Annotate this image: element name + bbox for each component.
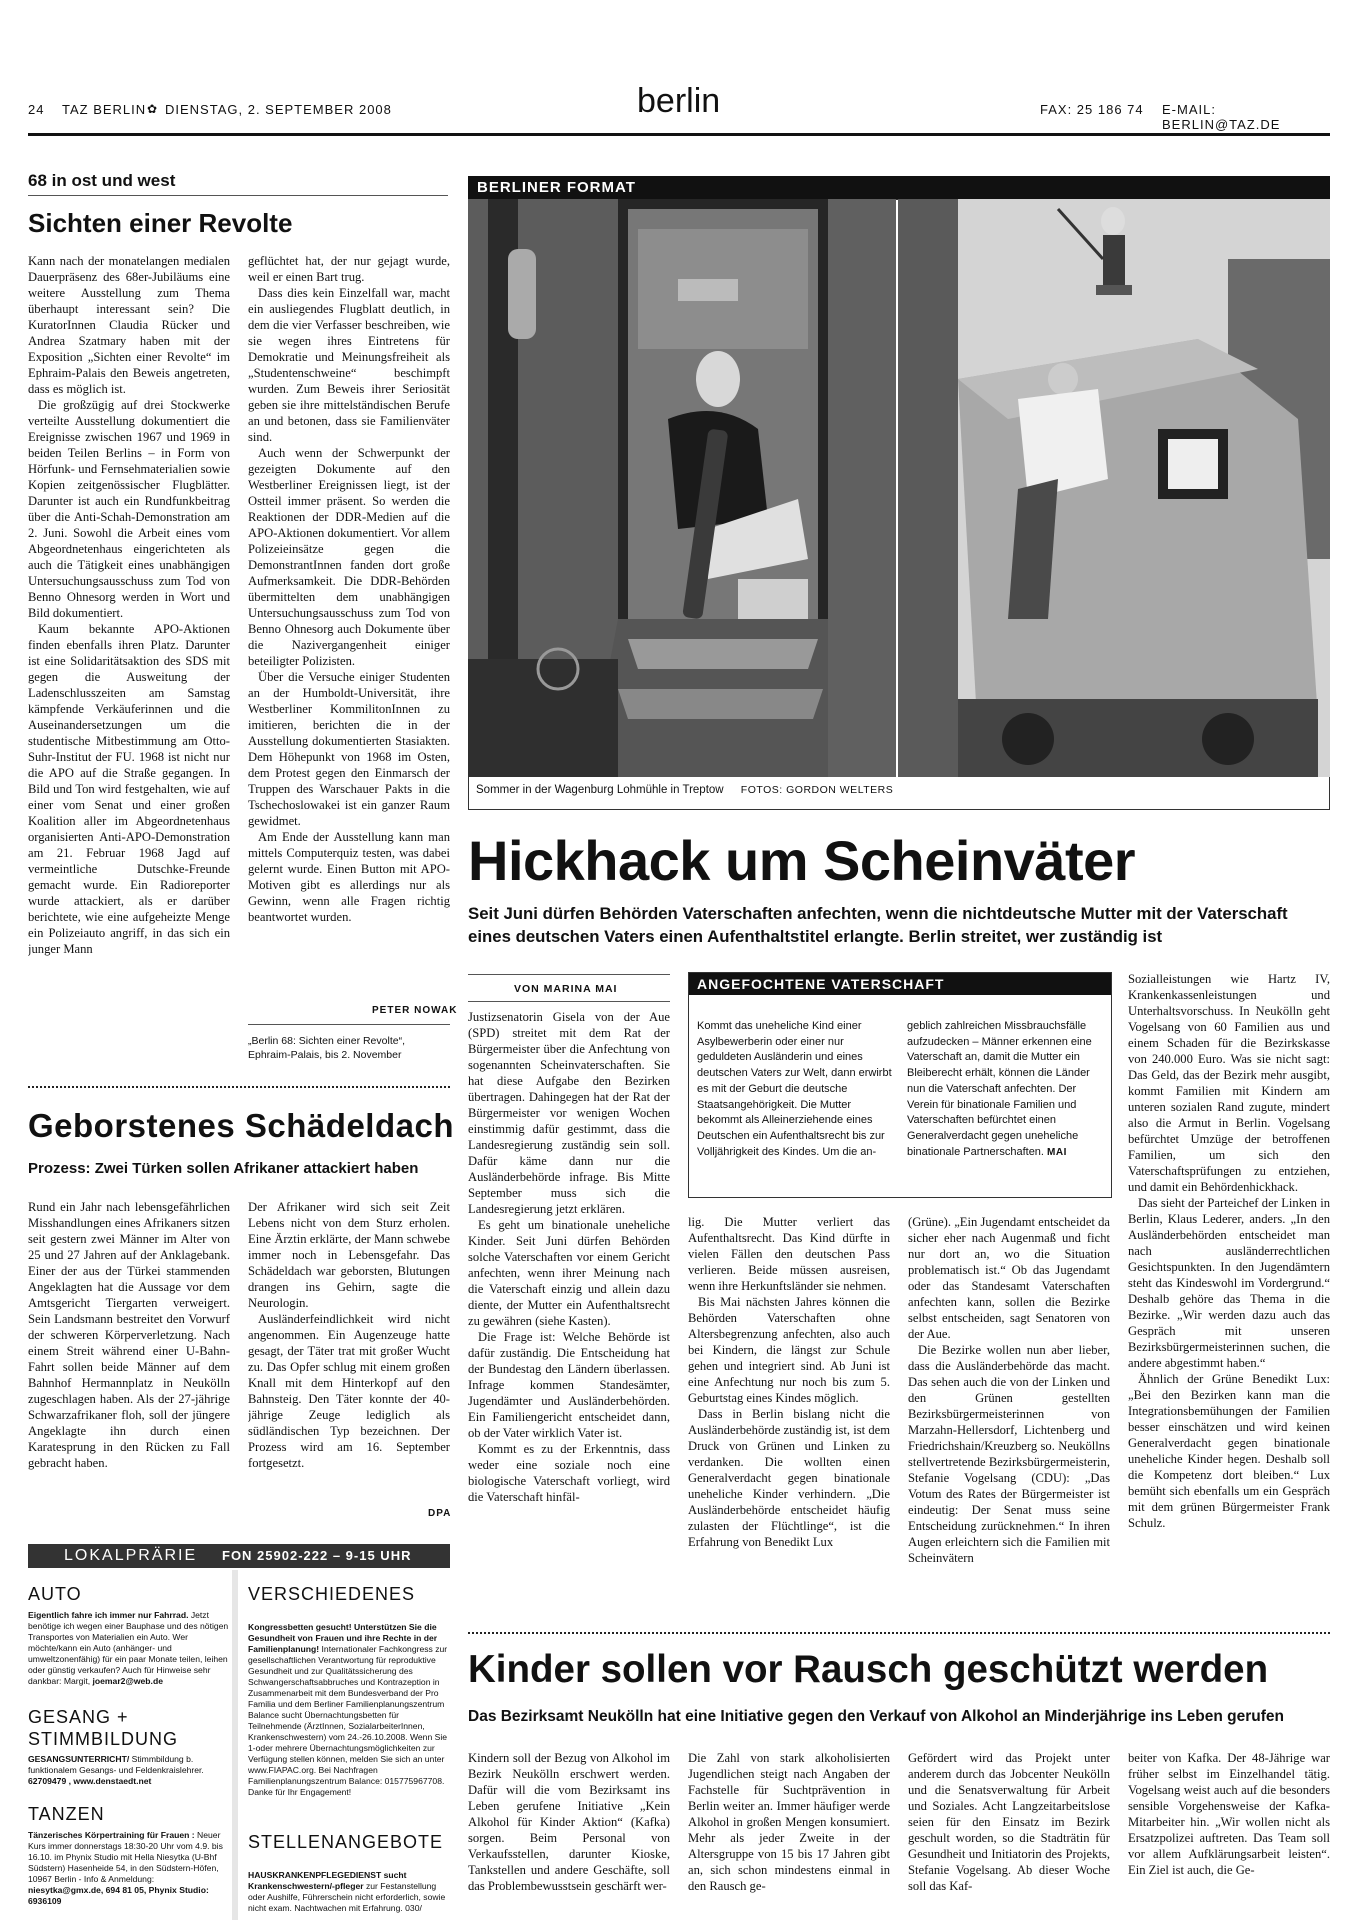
ad-contact: niesytka@gmx.de, 694 81 05, Phynix Studio: 6936109 (28, 1885, 209, 1906)
issue-date: DIENSTAG, 2. SEPTEMBER 2008 (165, 102, 392, 117)
classified-ad (28, 1754, 230, 1788)
paragraph: Die Bezirke wollen nun aber lieber, dass die Ausländerbehörde das macht. Das sehen auch die von der Linken und den Grünen gestellten Bezirksbürgermeisterinnen von Marzahn-Hellersdorf, Lichtenberg und Friedrichshain/Kreuzberg so. Neuköllns stellvertretende Bezirksbürgermeisterin, Stefanie Vogelsang (CDU): „Das Votum des Rates der Bürgermeister ist eindeutig: Der Senat muss seine Entscheidung zurücknehmen.“ In ihren Augen erleichtern sich die Familien mit Scheinvätern (908, 1343, 1110, 1565)
info-box-title: ANGEFOCHTENE VATERSCHAFT (697, 976, 945, 992)
classifieds-phone: FON 25902-222 – 9-15 UHR (222, 1548, 412, 1563)
category-auto: AUTO (28, 1584, 82, 1604)
photo-label: BERLINER FORMAT (477, 179, 636, 196)
info-box-header (689, 973, 1111, 995)
paragraph: Am Ende der Ausstellung kann man mittels Computerquiz testen, was dabei gelernt wurde. Einen Button mit APO-Motiven gibt es allerdings nur als Gewinn, wenn alle Fragen richtig beantwortet wurden. (248, 830, 450, 924)
classifieds-divider (232, 1570, 238, 1920)
author-name: DPA (428, 1508, 452, 1519)
masthead-rule (28, 133, 1330, 136)
info-box (688, 972, 1112, 1198)
kinder-column-2 (688, 1750, 890, 1914)
paragraph: Kindern soll der Bezug von Alkohol im Bezirk Neukölln erschwert werden. Dafür will die vom Bezirksamt ins Leben gerufene Initiative „Kein Alkohol für Kinder Aktion“ (Kafka) sorgen. Beim Personal von Verkaufsstellen, darunter Kioske, Tankstellen und andere Geschäfte, soll das Problembewusstsein geschärft wer- (468, 1751, 670, 1893)
paragraph: Es geht um binationale uneheliche Kinder. Seit Juni dürfen Behörden solche Vaterschaften vor einem Gericht anfechten, wenn ihrer Meinung nach die Vaterschaft einzig und allein dazu diente, der Mutter ein Aufenthaltsrecht zu gewähren (siehe Kasten). (468, 1218, 670, 1328)
masthead (28, 82, 1330, 136)
page-number: 24 (28, 102, 45, 117)
ad-body: Stimmbildung b. funktionalem Gesangs- und Feldenkraislehrer. (28, 1754, 204, 1775)
ad-text (28, 1610, 230, 1687)
paragraph: Auch wenn der Schwerpunkt der gezeigten Dokumente auf den Westberliner Ereignissen liegt, ist der Ostteil immer präsent. So werden die Reaktionen der DDR-Medien auf die APO-Aktionen dokumentiert. Vor allem Polizeieinsätze gegen die DemonstrantInnen fanden dort große Aufmerksamkeit. Die DDR-Behörden übermittelten dem unabhängigen Untersuchungsausschuss zum Tod von Benno Ohnesorg auch Dokumente über die Nazivergangenheit einiger beteiligter Polizisten. (248, 446, 450, 668)
photo-trailer-building (898, 199, 1330, 777)
byline-rule-bottom (468, 1001, 670, 1002)
classified-ad (28, 1830, 230, 1918)
paragraph: Die großzügig auf drei Stockwerke verteilte Ausstellung dokumentiert die Ereignisse zwischen 1967 und 1969 in beiden Teilen Berlins – in Form von Hörfunk- und Fernsehmaterialien sowie Kopien zeitgenössischer Flugblätter. Darunter ist auch ein Rundfunkbeitrag über die Anti-Schah-Demonstration am 2. Juni. Sowohl die Arbeit eines vom Abgeordnetenhaus eingerichteten als auch die Tätigkeit eines unabhängigen Untersuchungsausschuss zum Tod von Benno Ohnesorg werden in Wort und Bild dokumentiert. (28, 398, 230, 620)
paragraph: Über die Versuche einiger Studenten an der Humboldt-Universität, ihre Westberliner KommilitonInnen zu imitieren, berichten die in der Ausstellung dokumentierten Stasiakten. Dem Höhepunkt von 1968 im Osten, dem Protest gegen den Einmarsch der Truppen des Warschauer Pakts in die Tschechoslowakei ist ein ganzer Raum gewidmet. (248, 670, 450, 828)
photo-woman-illustration (468, 199, 896, 777)
category-verschiedenes: VERSCHIEDENES (248, 1584, 416, 1604)
category-stellen: STELLENANGEBOTE (248, 1832, 444, 1852)
kinder-column-1 (468, 1750, 670, 1914)
paragraph: Justizsenatorin Gisela von der Aue (SPD) streitet mit dem Rat der Bürgermeister über die Anfechtung von sogenannten Scheinvaterschaften. Sie hat diese Aufgabe den Bezirken übertragen. Dahingegen hat der Rat der Bürgermeister vor wenigen Wochen einstimmig dafür gestimmt, dass die Landesregierung zuständig sein soll. Dafür käme dann nur die Ausländerbehörde infrage. Bis Mitte September muss sich die Landesregierung jetzt erklären. (468, 1010, 670, 1216)
ad-lead: HAUSKRANKENPFLEGEDIENST sucht Krankenschwestern/-pfleger (248, 1870, 407, 1891)
ad-lead: Kongressbetten gesucht! Unterstützen Sie die Gesundheit von Frauen und ihre Rechte in der Familienplanung! (248, 1622, 438, 1654)
photo-woman-trailer (468, 199, 896, 777)
category-tanzen: TANZEN (28, 1804, 105, 1824)
byline-rule (468, 974, 670, 975)
vaeter-column-4 (1128, 971, 1330, 1616)
ad-text (248, 1870, 450, 1914)
paragraph: Bis Mai nächsten Jahres können die Behörden Vaterschaften ohne Altersbegrenzung anfechten, also auch bei Kindern, die längst zur Schule gehen und integriert sind. Ab Juni ist eine Anfechtung nur noch bis zum 5. Geburtstag eines Kindes möglich. (688, 1295, 890, 1405)
kinder-column-4 (1128, 1750, 1330, 1914)
revolte-column-2 (248, 253, 450, 1023)
article-headline: Geborstenes Schädeldach (28, 1107, 454, 1144)
ad-body: Jetzt benötige ich wegen einer Bauphase und des nötigen Transportes von Materialien ein Auto. Wer möchte/kann ein Auto (anhänger- und umweltzonenfähig) für ein paar Monate teilen, leihen oder günstig verkaufen? Auch für Hinweise sehr dankbar: Margit, (28, 1610, 229, 1686)
info-box-column-1: Kommt das uneheliche Kind einer Asylbewerberin oder einer nur geduldeten Ausländerin und eines deutschen Vaters zur Welt, dann erwirbt es mit der Geburt die deutsche Staatsangehörigkeit. Die Mutter bekommt als Alleinerziehende eines Deutschen ein Aufenthaltsrecht bis zur Volljährigkeit des Kindes. Um die an- (697, 1020, 892, 1158)
paragraph: Sozialleistungen wie Hartz IV, Krankenkassenleistungen und Unterhaltsvorschuss. In Neukölln geht Vogelsang von 60 Familien aus und einem Schaden für die Bezirkskasse von 240.000 Euro. Was sie nicht sagt: Das Geld, das der Bezirk mehr ausgibt, kommt Familien mit Kindern am unteren sozialen Rand zugute, mindert also die Armut in Berlin. Vogelsang befürchtet Umzüge der betroffenen Familien, um sich den Vaterschaftsprüfungen zu entziehen, und damit ein Behördenhickhack. (1128, 972, 1330, 1194)
paragraph: Dass in Berlin bislang nicht die Ausländerbehörde zuständig ist, ist dem Druck von Grünen und Linken zu verdanken. Die wollten einen Generalverdacht gegen binationale uneheliche Kinder verhindern. „Die Ausländerbehörde entscheidet häufig zulasten der Flüchtlinge“, ist die Erfahrung von Benedikt Lux (688, 1407, 890, 1549)
info-box-text: geblich zahlreichen Missbrauchsfälle aufzudecken – Männer erkennen eine Vaterschaft an, damit die Mutter ein Bleiberecht erhält, können die Länder nun die Vaterschaft anfechten. Der Verein für binationale Familien und Vaterschaften befürchtet einen Generalverdacht gegen uneheliche binationale Partnerschaften. (907, 1020, 1092, 1158)
info-box-column-2 (907, 1019, 1105, 1160)
photo-label-bar (468, 176, 1330, 199)
section-title: berlin (637, 82, 721, 120)
article-headline: Hickhack um Scheinväter (468, 829, 1136, 892)
exhibition-info: „Berlin 68: Sichten einer Revolte“, Ephraim-Palais, bis 2. November (248, 1035, 405, 1061)
ad-contact: joemar2@web.de (92, 1676, 163, 1686)
paragraph: Kann nach der monatelangen medialen Dauerpräsenz des 68er-Jubiläums eine weitere Ausstellung zum Thema überhaupt interessant sein? Die KuratorInnen Claudia Rücker und Andrea Szatmary haben mit der Exposition „Sichten einer Revolte“ im Ephraim-Palais den Beweis angetreten, dass es möglich ist. (28, 254, 230, 396)
article-kicker: 68 in ost und west (28, 171, 176, 190)
photo-trailer-illustration (898, 199, 1330, 777)
info-box-author: MAI (1047, 1146, 1067, 1158)
fax-number: FAX: 25 186 74 (1040, 102, 1144, 117)
paragraph: Gefördert wird das Projekt unter anderem durch das Jobcenter Neukölln und die Senatsverwaltung für Arbeit und Soziales. Acht Langzeitarbeitslose seien für den Einsatz im Bezirk geschult worden, so die Stadträtin für Gesundheit und Initiatorin des Projekts, Stefanie Vogelsang. Ab dieser Woche soll das Kaf- (908, 1751, 1110, 1893)
kinder-column-3 (908, 1750, 1110, 1914)
photo-credit: FOTOS: GORDON WELTERS (740, 784, 894, 796)
photo-caption (476, 784, 893, 796)
paragraph: Die Zahl von stark alkoholisierten Jugendlichen steigt nach Angaben der Fachstelle für Suchtprävention in Berlin weiter an. Immer häufiger werde Alkohol in großen Mengen konsumiert. Mehr als jeder Zweite in der Altersgruppe von 15 bis 17 Jahren gibt an, sich schon mindestens einmal in den Rausch ge- (688, 1751, 890, 1893)
schaedel-column-1 (28, 1199, 230, 1524)
category-gesang: GESANG + STIMMBILDUNG (28, 1707, 179, 1749)
ad-text (28, 1754, 230, 1787)
paragraph: Das sieht der Parteichef der Linken in Berlin, Klaus Lederer, anders. „In den Ausländerbehörden entscheidet man nach ausländerrechtlichen Gesichtspunkten. In den Jugendämtern steht das Kindeswohl im Vordergrund.“ Deshalb gehöre das Thema in die Bezirke. „Wir werden dazu auch das Gespräch mit unseren Bezirksbürgermeisterinnen suchen, die andere abgestimmt haben.“ (1128, 1196, 1330, 1370)
paper-name: TAZ BERLIN (62, 102, 147, 117)
ad-body: zur Festanstellung oder Aushilfe, Führerschein nicht erforderlich, sowie nicht exam. Nachtwachen mit Erfahrung. 030/ (248, 1881, 446, 1913)
paragraph: Ausländerfeindlichkeit wird nicht angenommen. Ein Augenzeuge hatte gesagt, der Täter trat mit großer Wucht zu. Das Opfer schlug mit einem großen Knall mit dem Hinterkopf auf den Bahnsteig. Den Täter konnte der 40-jährige Zeuge lediglich als südländischen Typ bezeichnen. Der Prozess wird am 16. September fortgesetzt. (248, 1312, 450, 1470)
paragraph: Ähnlich der Grüne Benedikt Lux: „Bei den Bezirken kann man die Integrationsbemühungen der Familien besser einschätzen und wird keinen Generalverdacht gegen binationale uneheliche Kinder hegen. Deshalb soll die Kompetenz dort bleiben.“ Lux bemüht sich ebenfalls um ein Gespräch mit dem grünen Bürgermeister Frank Schulz. (1128, 1372, 1330, 1530)
section-divider (28, 1086, 450, 1088)
paragraph: Dass dies kein Einzelfall war, macht ein ausliegendes Flugblatt deutlich, in dem die vier Verfasser beschreiben, wie sie wegen ihres Eintretens für Demokratie und Meinungsfreiheit als „Studentenschweine“ beschimpft wurden. Zum Beweis ihrer Seriosität geben sie ihre mittelständischen Berufe an und betonen, dass sie Familienväter sind. (248, 286, 450, 444)
paragraph: Kommt es zu der Erkenntnis, dass weder eine soziale noch eine biologische Vaterschaft vorliegt, wird die Vaterschaft hinfäl- (468, 1442, 670, 1504)
classifieds-banner (28, 1544, 450, 1568)
ad-lead: Eigentlich fahre ich immer nur Fahrrad. (28, 1610, 189, 1620)
vaeter-column-2 (688, 1214, 890, 1614)
paragraph: geflüchtet hat, der nur gejagt wurde, weil er einen Bart trug. (248, 254, 450, 284)
kicker-rule (28, 195, 448, 196)
article-byline: VON MARINA MAI (514, 983, 618, 995)
email-address: E-MAIL: BERLIN@TAZ.DE (1162, 102, 1281, 132)
article-deck: Das Bezirksamt Neukölln hat eine Initiative gegen den Verkauf von Alkohol an Minderjährige ins Leben gerufen (468, 1708, 1284, 1725)
paw-icon: ✿ (147, 102, 158, 116)
author-name: PETER NOWAK (372, 1005, 458, 1016)
paragraph: Die Frage ist: Welche Behörde ist dafür zuständig. Die Entscheidung hat der Bundestag den Ländern überlassen. Infrage kommen Standesämter, Jugendämter und Ausländerbehörden. Ein Familiengericht entscheidet dann, ob der Vater wirklich Vater ist. (468, 1330, 670, 1440)
ad-text (28, 1830, 230, 1907)
article-headline: Sichten einer Revolte (28, 208, 293, 238)
vaeter-column-1 (468, 1009, 670, 1615)
classified-ad (248, 1870, 450, 1918)
ad-lead: Tänzerisches Körpertraining für Frauen : (28, 1830, 195, 1840)
classifieds-title: LOKALPRÄRIE (64, 1547, 198, 1564)
ad-text (248, 1622, 450, 1798)
section-divider (468, 1632, 1330, 1634)
ad-body: Neuer Kurs immer donnerstags 18:30-20 Uhr vom 4.9. bis 16.10. im Phynix Studio mit Hella Niesytka (U-Bhf Südstern) Hasenheide 54, in den Südstern-Höfen, 10967 Berlin - Info & Anmeldung: (28, 1830, 223, 1884)
paragraph: lig. Die Mutter verliert das Aufenthaltsrecht. Das Kind dürfte in vielen Fällen den deutschen Pass verlieren. Beide müssen ausreisen, wenn ihre Herkunftsländer sie nehmen. (688, 1215, 890, 1293)
caption-text: Sommer in der Wagenburg Lohmühle in Treptow (476, 784, 724, 796)
classified-ad (248, 1622, 450, 1812)
paragraph: Kaum bekannte APO-Aktionen finden ebenfalls ihren Platz. Darunter ist eine Solidaritätsaktion des SDS mit gegen die Ausweitung der Ladenschlusszeiten am Samstag kämpfende Verkäuferinnen und die Auseinandersetzungen um die studentische Mitbestimmung am Otto-Suhr-Institut der FU. 1968 ist nicht nur die APO auf die Straße gegangen. In Bild und Ton wird festgehalten, wie auf einer vom Senat und einer großen Koalition aller im Abgeordnetenhaus organisierten Anti-APO-Demonstration am 21. Februar 1968 Jagd auf vermeintliche Dutschke-Freunde gemacht wurde. Ein Radioreporter wurde attackiert, als er darüber berichtete, wie eine aufgeheizte Menge ein Polizeiauto angriff, in das sich ein junger Mann (28, 622, 230, 956)
schaedel-column-2 (248, 1199, 450, 1524)
infobox-rule (248, 1024, 450, 1025)
classified-ad (28, 1610, 230, 1704)
article-deck: Seit Juni dürfen Behörden Vaterschaften anfechten, wenn die nichtdeutsche Mutter mit der Vaterschaft eines deutschen Vaters einen Aufenthaltstitel erlangte. Berlin streitet, wer zuständig ist (468, 904, 1288, 946)
paragraph: Der Afrikaner wird sich seit Zeit Lebens nicht von dem Sturz erholen. Eine Ärztin erklärte, der Mann schwebe immer noch in Lebensgefahr. Das Schädeldach war geborsten, Blutungen drangen ins Gehirn, sagte die Neurologin. (248, 1200, 450, 1310)
paragraph: (Grüne). „Ein Jugendamt entscheidet da sicher eher nach Augenmaß und ficht nur dort an, wo die Situation problematisch ist.“ Ob das Jugendamt oder das Standesamt Vaterschaften anfechten kann, sollen die Bezirke selbst entscheiden, sagt Senatoren von der Aue. (908, 1215, 1110, 1341)
ad-lead: GESANGSUNTERRICHT/ (28, 1754, 130, 1764)
ad-contact: 62709479 , www.denstaedt.net (28, 1776, 152, 1786)
article-subtitle: Prozess: Zwei Türken sollen Afrikaner attackiert haben (28, 1160, 419, 1177)
paragraph: beiter von Kafka. Der 48-Jährige war früher selbst im Einzelhandel tätig. Vogelsang weist auch auf die besonders sensible Vorgehensweise der Kafka-Mitarbeiter hin. „Wir wollen nicht als Ersatzpolizei auftreten. Das Team soll vor allem Aufklärungsarbeit leisten“. Ein Ziel ist auch, die Ge- (1128, 1751, 1330, 1877)
paragraph: Rund ein Jahr nach lebensgefährlichen Misshandlungen eines Afrikaners sitzen seit gestern zwei Männer im Alter von 25 und 27 Jahren auf der Anklagebank. Einer der aus der Türkei stammenden Angeklagten hat die Aussage vor dem Amtsgericht Tiergarten verweigert. Sein Landsmann bestreitet den Vorwurf der schweren Körperverletzung. Nach einem Streit während einer U-Bahn-Fahrt sollen beide Männer auf dem Bahnhof Hermannplatz in Neukölln zugeschlagen haben. Als der 27-jährige Schwarzafrikaner floh, soll der jüngere Angeklagte ihn durch einen Karatesprung in den Rücken zu Fall gebracht haben. (28, 1200, 230, 1470)
article-headline: Kinder sollen vor Rausch geschützt werden (468, 1648, 1269, 1691)
vaeter-column-3 (908, 1214, 1110, 1614)
ad-body: Internationaler Fachkongress zur gesellschaftlichen Verantwortung für reproduktive Gesundheit und zur Qualitätssicherung des Schwangerschaftsabbruches und Kontrazeption in Zusammenarbeit mit dem Bundesverband der Pro Familia und dem Berliner Familienplanungszentrum Balance sucht Übernachtungsbetten für Teilnehmende (ÄrztInnen, SozialarbeiterInnen, Krankenschwestern) vom 24.-26.10.2008. Wenn Sie 1-oder mehrere Übernachtungsmöglichkeiten zur Verfügung stellen können, melden Sie sich an unter www.FIAPAC.org. Bei Nachfragen Familienplanungszentrum Balance: 015775967708. Danke für Ihr Engagement! (248, 1644, 448, 1797)
revolte-column-1 (28, 253, 230, 1061)
